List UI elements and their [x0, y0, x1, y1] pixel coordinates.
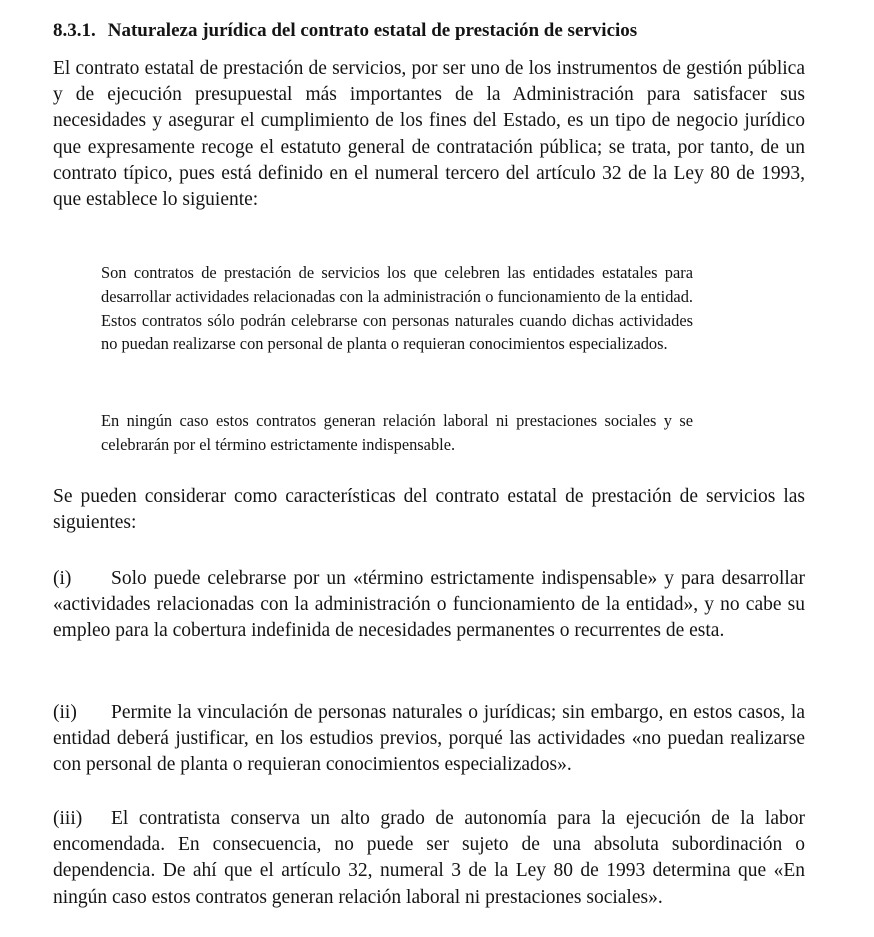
section-title: Naturaleza jurídica del contrato estatal de prestación de servicios	[107, 20, 638, 41]
block-quote-paragraph-2: En ningún caso estos contratos generan relación laboral ni prestaciones sociales y se celebrarán por el término estrictamente indispensable.	[101, 411, 693, 454]
list-item	[53, 700, 805, 779]
list-item-text: Solo puede celebrarse por un «término estrictamente indispensable» y para desarrollar «actividades relacionadas con la administración o funcionamiento de la entidad», y no cabe su empleo para la cobertura indefinida de necesidades permanentes o recurrentes de esta.	[53, 568, 805, 642]
section-number: 8.3.1.	[53, 20, 96, 41]
list-item	[53, 806, 805, 911]
list-item-text: Permite la vinculación de personas naturales o jurídicas; sin embargo, en estos casos, la entidad deberá justificar, en los estudios previos, porqué las actividades «no puedan realizarse con personal de planta o requieran conocimientos especializados».	[53, 702, 805, 776]
list-item-text: El contratista conserva un alto grado de autonomía para la ejecución de la labor encomendada. En consecuencia, no puede ser sujeto de una absoluta subordinación o dependencia. De ahí que el artículo 32, numeral 3 de la Ley 80 de 1993 determina que «En ningún caso estos contratos generan relación laboral ni prestaciones sociales».	[53, 808, 805, 908]
block-quote-paragraph-1: Son contratos de prestación de servicios los que celebren las entidades estatales para desarrollar actividades relacionadas con la administración o funcionamiento de la entidad. Estos contratos sólo podrán celebrarse con personas naturales cuando dichas actividades no puedan realizarse con personal de planta o requieran conocimientos especializados.	[101, 263, 693, 354]
list-item-marker: (iii)	[53, 808, 83, 829]
list-item-marker: (i)	[53, 568, 72, 589]
intro-paragraph: El contrato estatal de prestación de servicios, por ser uno de los instrumentos de gestión pública y de ejecución presupuestal más importantes de la Administración para satisfacer sus necesidades y asegurar el cumplimiento de los fines del Estado, es un tipo de negocio jurídico que expresamente recoge el estatuto general de contratación pública; se trata, por tanto, de un contrato típico, pues está definido en el numeral tercero del artículo 32 de la Ley 80 de 1993, que establece lo siguiente:	[53, 58, 805, 211]
section-heading	[53, 20, 637, 42]
list-item	[53, 566, 805, 645]
characteristics-intro: Se pueden considerar como características del contrato estatal de prestación de servicios las siguientes:	[53, 486, 805, 534]
list-item-marker: (ii)	[53, 702, 77, 723]
